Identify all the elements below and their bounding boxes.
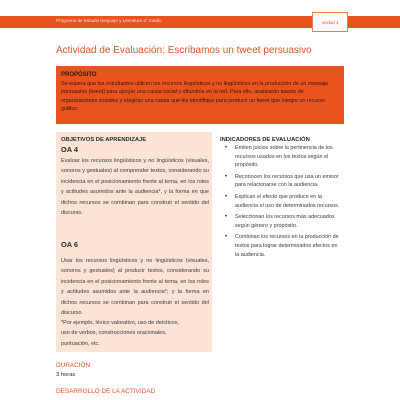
list-item: • Emiten juicios sobre la pertinencia de los recursos usados en los textos según el propósito. (225, 145, 333, 169)
unit-label: unidad 1 (321, 20, 339, 25)
indicators-list (222, 144, 342, 262)
purpose-heading: PROPÓSITO (61, 72, 97, 78)
objectives-heading: OBJETIVOS DE APRENDIZAJE (61, 137, 147, 143)
duration-value: 3 horas (56, 372, 76, 378)
indicators-heading: INDICADORES DE EVALUACIÓN (220, 137, 310, 143)
page-header (0, 0, 400, 30)
indicators-column (216, 132, 344, 352)
oa-note: *Por ejemplo, léxico valorativo, uso de deícticos, uso de verbos, construcciones oracionales, puntuación, etc. (61, 320, 180, 347)
unit-tab (312, 12, 348, 32)
list-item: • Reconocen los recursos que usa un emisor para relacionarse con la audiencia. (225, 173, 339, 189)
oa4-label: OA 4 (61, 145, 78, 154)
page-title: Actividad de Evaluación: Escribamos un tweet persuasivo (56, 45, 312, 56)
purpose-box (56, 66, 344, 124)
program-name: Programa de Estudio lenguaje y Literatura 4° medio (56, 18, 162, 23)
list-item: • Combinan los recursos en la producción de textos para lograr determinados efectos en la audiencia. (225, 234, 339, 258)
list-item: • Seleccionan los recursos más adecuados según género y propósito. (225, 214, 335, 229)
development-heading: DESARROLLO DE LA ACTIVIDAD (56, 388, 156, 395)
objectives-table (56, 132, 344, 352)
oa6-text: Usar los recursos lingüísticos y no lingüísticos (visuales, sonoros y gestuales) al producir textos, considerando su incidencia en el posicionamiento frente al tema, en los roles y actitudes asumidos ante la audiencia*; y la forma en dichos recursos se combinan para construir el sentido del discurso. (61, 258, 209, 317)
list-item: • Explican el efecto que produce en la audiencia el uso de determinados recursos. (225, 193, 340, 209)
oa6-label: OA 6 (61, 240, 78, 249)
oa4-text: Evaluar los recursos lingüísticos y no lingüísticos (visuales, sonoros y gestuales) al comprender textos, considerando su incidencia en el posicionamiento frente al tema, en los roles y actitudes asumidos ante la audiencia*, y la forma en que dichos recursos se combinan para construir el sentido del discurso. (61, 158, 209, 217)
objectives-column (56, 132, 212, 352)
duration-heading: DURACIÓN (56, 362, 91, 369)
purpose-text: Se espera que los estudiantes utilicen los recursos lingüísticos y no lingüísticos en la producción de un mensaje persuasivo (tweet) para apoyar una causa social y difundirla en la red. Para ello, analizarán tweets de organizaciones sociales y elegirán una causa que les identifique para producir un tweet que integre un recurso gráfico. (61, 81, 329, 113)
